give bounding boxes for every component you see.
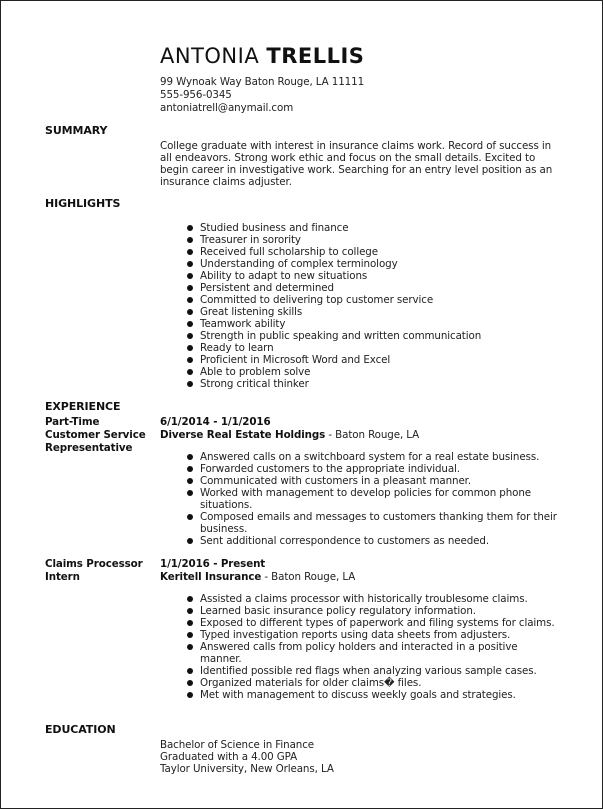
summary-text: College graduate with interest in insurance claims work. Record of success in all endeavors. Strong work ethic and focus on the small details. Excited to begin career in investigative work. Searching for an entry level position as an insurance claims adjuster. bbox=[160, 140, 553, 188]
education-details bbox=[160, 739, 570, 775]
experience-heading: EXPERIENCE bbox=[45, 400, 121, 413]
gpa: Graduated with a 4.00 GPA bbox=[160, 751, 298, 763]
list-item: Forwarded customers to the appropriate individual. bbox=[160, 463, 560, 475]
summary-heading: SUMMARY bbox=[45, 124, 108, 137]
list-item: Learned basic insurance policy regulatory information. bbox=[160, 605, 560, 617]
job-title: Claims Processor Intern bbox=[45, 558, 143, 583]
education-heading: EDUCATION bbox=[45, 723, 116, 736]
list-item: Persistent and determined bbox=[160, 282, 570, 294]
school: Taylor University, New Orleans, LA bbox=[160, 763, 334, 775]
list-item: Typed investigation reports using data sheets from adjusters. bbox=[160, 629, 560, 641]
list-item: Composed emails and messages to customers thanking them for their business. bbox=[160, 511, 560, 535]
job-dates: 1/1/2016 - Present bbox=[160, 558, 266, 570]
job-header bbox=[160, 416, 570, 442]
location: - Baton Rouge, LA bbox=[261, 571, 356, 583]
list-item: Able to problem solve bbox=[160, 366, 570, 378]
list-item: Understanding of complex terminology bbox=[160, 258, 570, 270]
list-item: Organized materials for older claims� files. bbox=[160, 677, 560, 689]
list-item: Great listening skills bbox=[160, 306, 570, 318]
list-item: Answered calls on a switchboard system for a real estate business. bbox=[160, 451, 560, 463]
location: - Baton Rouge, LA bbox=[325, 429, 420, 441]
highlights-list bbox=[160, 222, 570, 390]
list-item: Exposed to different types of paperwork and filing systems for claims. bbox=[160, 617, 560, 629]
phone: 555-956-0345 bbox=[160, 89, 232, 101]
list-item: Strong critical thinker bbox=[160, 378, 570, 390]
highlights-heading: HIGHLIGHTS bbox=[45, 197, 121, 210]
email: antoniatrell@anymail.com bbox=[160, 102, 294, 114]
address: 99 Wynoak Way Baton Rouge, LA 11111 bbox=[160, 76, 365, 88]
list-item: Ability to adapt to new situations bbox=[160, 270, 570, 282]
list-item: Ready to learn bbox=[160, 342, 570, 354]
job-dates: 6/1/2014 - 1/1/2016 bbox=[160, 416, 271, 428]
job-title: Part-Time Customer Service Representative bbox=[45, 416, 146, 454]
contact-info bbox=[160, 76, 570, 115]
job-bullets bbox=[160, 593, 560, 701]
degree: Bachelor of Science in Finance bbox=[160, 739, 315, 751]
company: Diverse Real Estate Holdings bbox=[160, 429, 326, 441]
last-name: TRELLIS bbox=[266, 44, 365, 68]
list-item: Sent additional correspondence to customers as needed. bbox=[160, 535, 560, 547]
list-item: Communicated with customers in a pleasant manner. bbox=[160, 475, 560, 487]
list-item: Received full scholarship to college bbox=[160, 246, 570, 258]
list-item: Worked with management to develop policies for common phone situations. bbox=[160, 487, 560, 511]
list-item: Answered calls from policy holders and interacted in a positive manner. bbox=[160, 641, 560, 665]
job-header bbox=[160, 558, 570, 584]
list-item: Teamwork ability bbox=[160, 318, 570, 330]
candidate-name bbox=[160, 44, 364, 68]
list-item: Proficient in Microsoft Word and Excel bbox=[160, 354, 570, 366]
list-item: Assisted a claims processor with historically troublesome claims. bbox=[160, 593, 560, 605]
list-item: Committed to delivering top customer service bbox=[160, 294, 570, 306]
list-item: Met with management to discuss weekly goals and strategies. bbox=[160, 689, 560, 701]
list-item: Treasurer in sorority bbox=[160, 234, 570, 246]
list-item: Strength in public speaking and written communication bbox=[160, 330, 570, 342]
list-item: Studied business and finance bbox=[160, 222, 570, 234]
list-item: Identified possible red flags when analyzing various sample cases. bbox=[160, 665, 560, 677]
job-bullets bbox=[160, 451, 560, 547]
first-name: ANTONIA bbox=[160, 44, 260, 68]
company: Keritell Insurance bbox=[160, 571, 262, 583]
